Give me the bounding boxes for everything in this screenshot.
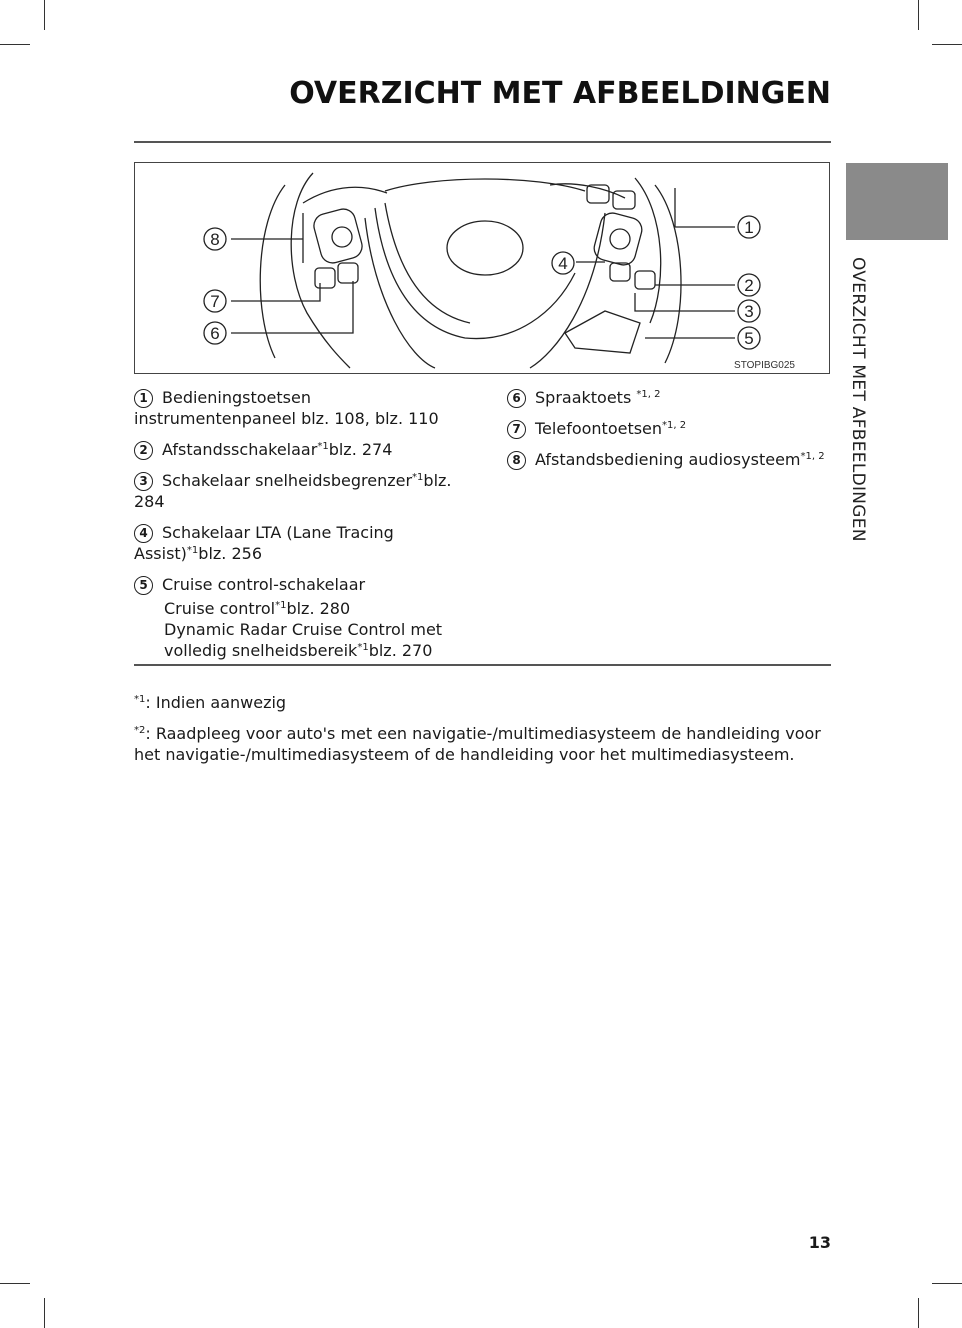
item-page-ref: blz. 256: [198, 544, 263, 563]
footnote-mark: *1: [134, 694, 146, 705]
crop-mark: [44, 0, 45, 30]
item-number: 5: [134, 576, 153, 595]
sub-item-text: Cruise control: [164, 599, 276, 618]
item-page-ref: blz. 270: [368, 641, 433, 660]
footnote-ref: *1: [275, 600, 287, 611]
list-item: [507, 418, 827, 439]
callout-4-label: 4: [558, 254, 568, 273]
crop-mark: [0, 44, 30, 45]
chapter-label: OVERZICHT MET AFBEELDINGEN: [848, 257, 868, 542]
list-item: [134, 574, 464, 661]
footnote-text: : Raadpleeg voor auto's met een navigatie-/multimediasysteem de handleiding voor het navigatie-/multimediasysteem of de handleiding voor het multimediasysteem.: [134, 724, 821, 764]
item-text: Schakelaar snelheidsbegrenzer: [162, 471, 413, 490]
footnote-2: [134, 723, 834, 765]
chapter-tab: [846, 163, 948, 240]
item-text: Afstandsbediening audiosysteem: [535, 450, 801, 469]
item-text-line2: instrumentenpaneel blz. 108, blz. 110: [134, 409, 439, 428]
item-page-ref: blz. 280: [286, 599, 351, 618]
list-item: [134, 470, 464, 512]
list-item: [507, 449, 827, 470]
item-text-line2: 284: [134, 492, 165, 511]
item-number: 3: [134, 472, 153, 491]
item-page-ref: blz. 274: [328, 440, 393, 459]
callout-3-label: 3: [744, 302, 754, 321]
crop-mark: [918, 1298, 919, 1328]
footnote-ref: *1, 2: [662, 420, 687, 431]
page-title: OVERZICHT MET AFBEELDINGEN: [289, 76, 831, 111]
list-item: [134, 439, 464, 460]
item-text: Telefoontoetsen: [535, 419, 663, 438]
callout-8-label: 8: [210, 230, 220, 249]
crop-mark: [932, 44, 962, 45]
item-number: 7: [507, 420, 526, 439]
callout-6-label: 6: [210, 324, 220, 343]
footnote-text: : Indien aanwezig: [145, 693, 287, 712]
sub-item-text: Dynamic Radar Cruise Control met: [164, 620, 443, 639]
item-number: 2: [134, 441, 153, 460]
footnote-1: [134, 692, 834, 713]
top-rule: [134, 141, 831, 143]
footnote-ref: *1: [357, 642, 369, 653]
item-text: Afstandsschakelaar: [162, 440, 318, 459]
item-number: 4: [134, 524, 153, 543]
list-item: [507, 387, 827, 408]
crop-mark: [44, 1298, 45, 1328]
callout-7-label: 7: [210, 292, 220, 311]
item-text: Spraaktoets: [535, 388, 637, 407]
left-item-list: [134, 387, 464, 671]
callout-5-label: 5: [744, 329, 754, 348]
item-number: 1: [134, 389, 153, 408]
list-item: [134, 522, 464, 564]
callout-2-label: 2: [744, 276, 754, 295]
sub-item-text: volledig snelheidsbereik: [164, 641, 358, 660]
item-page-ref: blz.: [423, 471, 452, 490]
steering-wheel-figure: [134, 162, 830, 374]
item-number: 6: [507, 389, 526, 408]
page-number: 13: [808, 1233, 831, 1252]
crop-mark: [0, 1283, 30, 1284]
item-text: Schakelaar LTA (Lane Tracing: [162, 523, 394, 542]
steering-wheel-illustration: [135, 163, 831, 375]
bottom-rule: [134, 664, 831, 666]
footnote-ref: *1, 2: [636, 389, 661, 400]
figure-id: STOPIBG025: [734, 360, 795, 371]
footnote-ref: *1: [412, 472, 424, 483]
crop-mark: [932, 1283, 962, 1284]
list-item: [134, 387, 464, 429]
footnote-ref: *1: [186, 545, 199, 556]
callout-1-label: 1: [744, 218, 754, 237]
item-text-line2: Assist): [134, 544, 187, 563]
right-item-list: [507, 387, 827, 480]
footnote-ref: *1, 2: [800, 451, 825, 462]
footnote-mark: *2: [134, 725, 146, 736]
item-text: Bedieningstoetsen: [162, 388, 311, 407]
item-text: Cruise control-schakelaar: [162, 575, 366, 594]
item-number: 8: [507, 451, 526, 470]
crop-mark: [918, 0, 919, 30]
footnote-ref: *1: [317, 441, 329, 452]
